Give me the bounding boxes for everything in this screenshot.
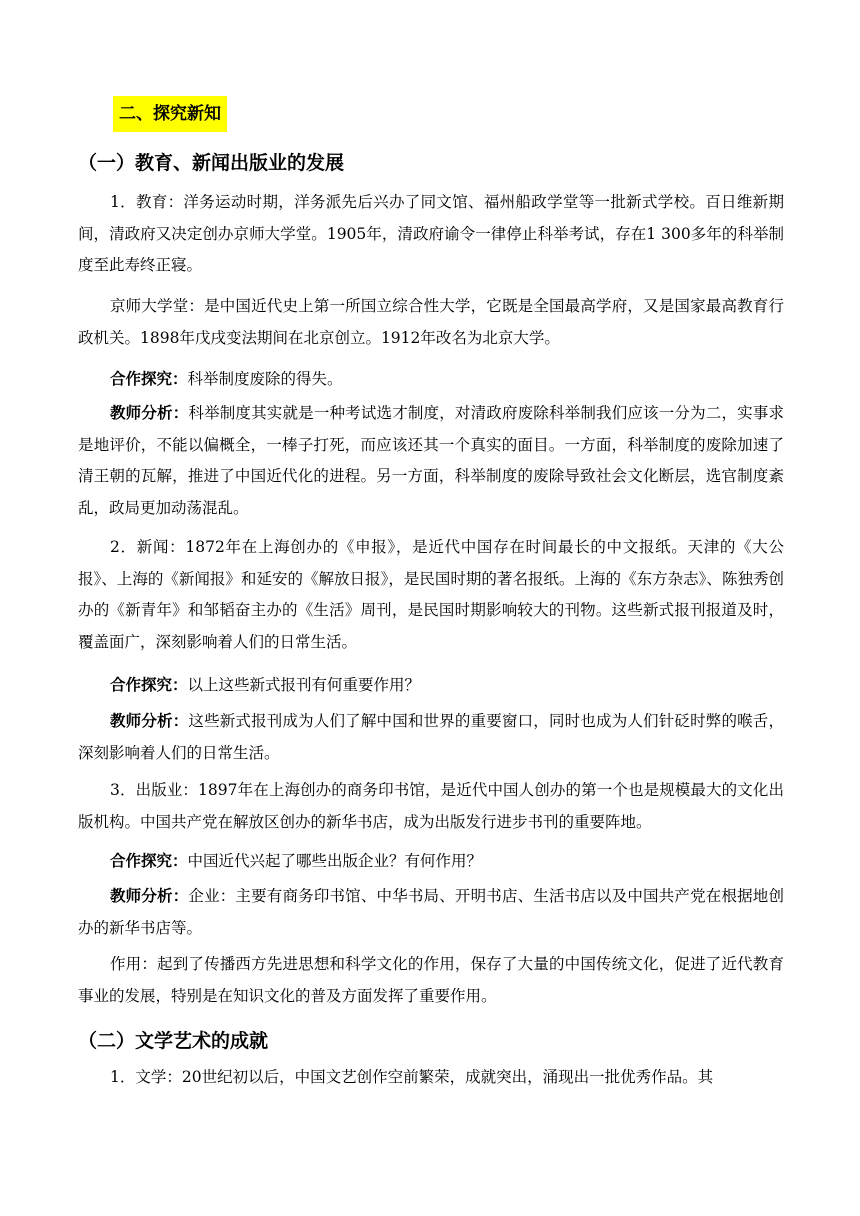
paragraph-teacher-analysis-1 — [78, 398, 784, 524]
paragraph-role: 作用：起到了传播西方先进思想和科学文化的作用，保存了大量的中国传统文化，促进了近代教育事业的发展，特别是在知识文化的普及方面发挥了重要作用。 — [78, 955, 784, 1005]
paragraph-cooperative-inquiry-1 — [78, 364, 784, 396]
paragraph-news: 2．新闻：1872年在上海创办的《申报》，是近代中国存在时间最长的中文报纸。天津的《大公报》、上海的《新闻报》和延安的《解放日报》，是民国时期的著名报纸。上海的《东方杂志》、陈独秀创办的《新青年》和邹韬奋主办的《生活》周刊，是民国时期影响较大的刊物。这些新式报刊报道及时，覆盖面广，深刻影响着人们的日常生活。 — [78, 538, 784, 651]
section-heading-education-press: （一）教育、新闻出版业的发展 — [78, 152, 345, 174]
section-banner: 二、探究新知 — [113, 96, 227, 132]
paragraph-teacher-analysis-3 — [78, 881, 784, 944]
teacher-analysis-label: 教师分析： — [110, 712, 189, 730]
cooperative-inquiry-text: 科举制度废除的得失。 — [187, 370, 343, 388]
paragraph-teacher-analysis-2 — [78, 706, 784, 769]
cooperative-inquiry-text: 以上这些新式报刊有何重要作用？ — [187, 676, 421, 694]
paragraph-cooperative-inquiry-2 — [78, 670, 784, 702]
paragraph-literature: 1．文学：20世纪初以后，中国文艺创作空前繁荣，成就突出，涌现出一批优秀作品。其 — [110, 1068, 714, 1086]
cooperative-inquiry-label: 合作探究： — [110, 852, 188, 870]
cooperative-inquiry-label: 合作探究： — [110, 676, 188, 694]
teacher-analysis-label: 教师分析： — [110, 887, 189, 905]
paragraph-publishing: 3．出版业：1897年在上海创办的商务印书馆，是近代中国人创办的第一个也是规模最大的文化出版机构。中国共产党在解放区创办的新华书店，成为出版发行进步书刊的重要阵地。 — [78, 781, 784, 831]
teacher-analysis-text: 科举制度其实就是一种考试选才制度，对清政府废除科举制我们应该一分为二，实事求是地评价，不能以偏概全，一棒子打死，而应该还其一个真实的面目。一方面，科举制度的废除加速了清王朝的瓦解，推进了中国近代化的进程。另一方面，科举制度的废除导致社会文化断层，选官制度紊乱，政局更加动荡混乱。 — [78, 404, 784, 517]
teacher-analysis-text: 企业：主要有商务印书馆、中华书局、开明书店、生活书店以及中国共产党在根据地创办的新华书店等。 — [78, 887, 784, 937]
paragraph-peking-univ: 京师大学堂：是中国近代史上第一所国立综合性大学，它既是全国最高学府，又是国家最高教育行政机关。1898年戊戌变法期间在北京创立。1912年改名为北京大学。 — [78, 297, 784, 347]
teacher-analysis-text: 这些新式报刊成为人们了解中国和世界的重要窗口，同时也成为人们针砭时弊的喉舌，深刻影响着人们的日常生活。 — [78, 712, 784, 762]
paragraph-cooperative-inquiry-3 — [78, 846, 784, 878]
cooperative-inquiry-label: 合作探究： — [110, 370, 188, 388]
cooperative-inquiry-text: 中国近代兴起了哪些出版企业？有何作用？ — [187, 852, 483, 870]
section-heading-literature-art: （二）文学艺术的成就 — [78, 1030, 269, 1052]
paragraph-education: 1．教育：洋务运动时期，洋务派先后兴办了同文馆、福州船政学堂等一批新式学校。百日维新期间，清政府又决定创办京师大学堂。1905年，清政府谕令一律停止科举考试，存在1 300多年的科举制度至此寿终正寝。 — [78, 193, 784, 274]
teacher-analysis-label: 教师分析： — [110, 404, 189, 422]
